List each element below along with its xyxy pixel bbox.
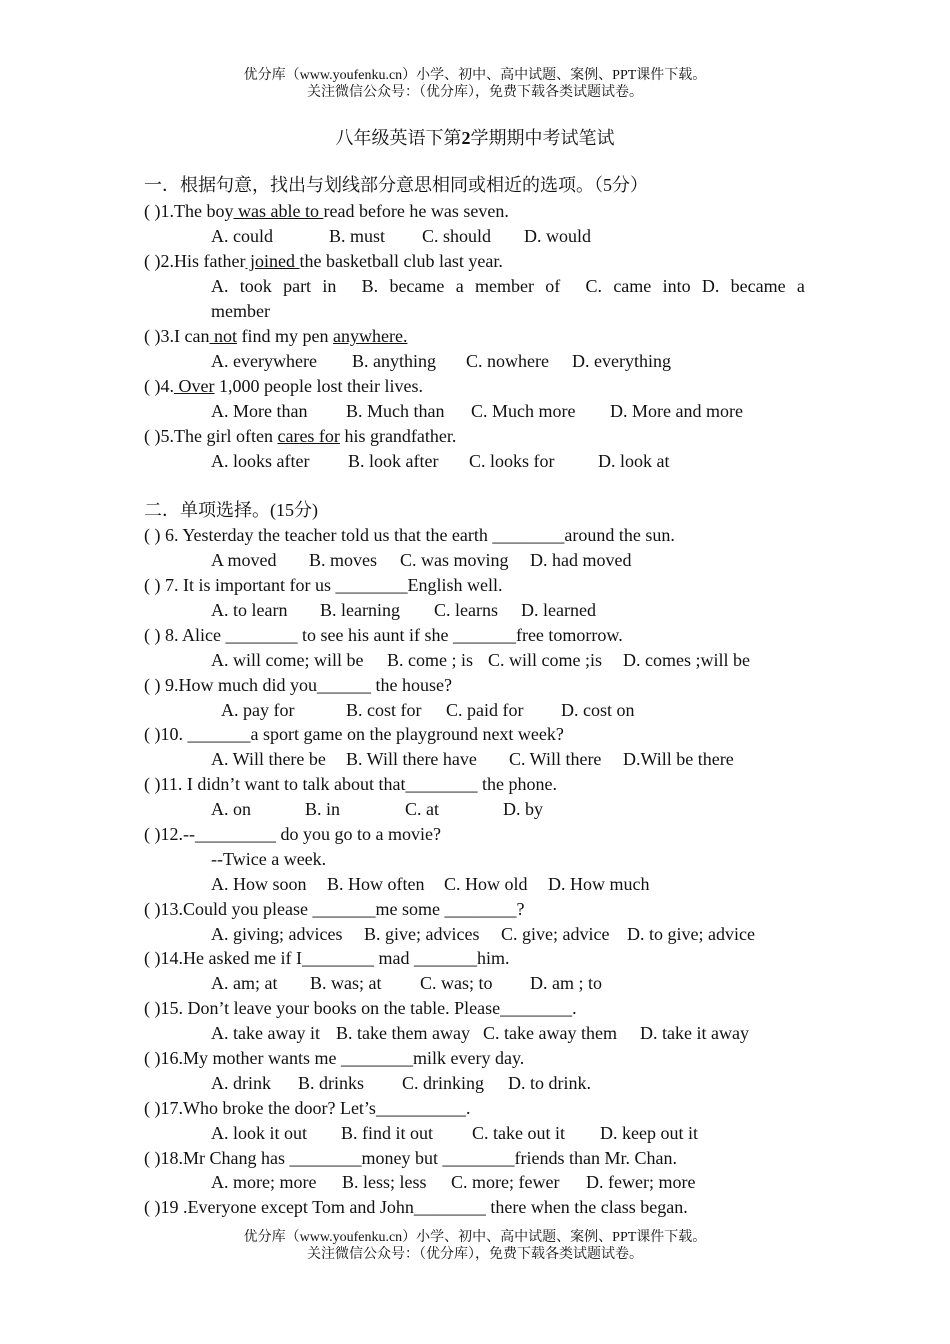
q13-option-c: C. give; advice <box>501 924 610 944</box>
q1-option-b: B. must <box>329 226 386 246</box>
q12-option-d: D. How much <box>548 874 650 894</box>
question-8: ( ) 8. Alice ________ to see his aunt if she _______free tomorrow. <box>144 625 623 645</box>
question-18: ( )18.Mr Chang has ________money but ________friends than Mr. Chan. <box>144 1148 677 1168</box>
q18-option-b: B. less; less <box>342 1172 427 1192</box>
q4-option-a: A. More than <box>211 401 308 421</box>
q4-option-b: B. Much than <box>346 401 445 421</box>
q14-option-a: A. am; at <box>211 973 278 993</box>
q4-option-d: D. More and more <box>610 401 743 421</box>
page-header <box>0 67 950 101</box>
question-9: ( ) 9.How much did you______ the house? <box>144 675 452 695</box>
q12-option-a: A. How soon <box>211 874 307 894</box>
q1-option-d: D. would <box>524 226 591 246</box>
q16-option-a: A. drink <box>211 1073 271 1093</box>
page-footer <box>0 1229 950 1263</box>
question-1: ( )1.The boy was able to read before he was seven. <box>144 201 509 221</box>
q13-option-d: D. to give; advice <box>627 924 755 944</box>
q17-option-a: A. look it out <box>211 1123 308 1143</box>
header-line-2: 关注微信公众号：（优分库），免费下载各类试题试卷。 <box>307 85 643 100</box>
question-15: ( )15. Don’t leave your books on the table. Please________. <box>144 998 577 1018</box>
q5-option-a: A. looks after <box>211 451 310 471</box>
q11-option-d: D. by <box>503 799 543 819</box>
question-14: ( )14.He asked me if I________ mad _______him. <box>144 948 510 968</box>
exam-title: 八年级英语下第2学期期中考试笔试 <box>335 128 615 148</box>
q18-option-c: C. more; fewer <box>451 1172 560 1192</box>
q4-option-c: C. Much more <box>471 401 576 421</box>
q7-option-b: B. learning <box>320 600 400 620</box>
question-5: ( )5.The girl often cares for his grandfather. <box>144 426 457 446</box>
q9-option-d: D. cost on <box>561 700 635 720</box>
q8-option-a: A. will come; will be <box>211 650 364 670</box>
question-11: ( )11. I didn’t want to talk about that________ the phone. <box>144 774 557 794</box>
q7-option-d: D. learned <box>521 600 596 620</box>
q8-option-d: D. comes ;will be <box>623 650 750 670</box>
header-line-1: 优分库（www.youfenku.cn）小学、初中、高中试题、案例、PPT课件下载。 <box>243 68 707 83</box>
question-3: ( )3.I can not find my pen anywhere. <box>144 326 408 346</box>
q11-option-a: A. on <box>211 799 251 819</box>
q10-option-c: C. Will there <box>509 749 602 769</box>
section-2-heading: 二．单项选择。(15分) <box>144 500 318 520</box>
q12-option-c: C. How old <box>444 874 528 894</box>
q3-option-b: B. anything <box>352 351 436 371</box>
q16-option-b: B. drinks <box>298 1073 365 1093</box>
q1-option-c: C. should <box>422 226 492 246</box>
q17-option-d: D. keep out it <box>600 1123 698 1143</box>
q5-option-b: B. look after <box>348 451 439 471</box>
question-19: ( )19 .Everyone except Tom and John________ there when the class began. <box>144 1197 688 1217</box>
question-12: ( )12.--_________ do you go to a movie? <box>144 824 441 844</box>
q9-option-b: B. cost for <box>346 700 422 720</box>
q7-option-c: C. learns <box>434 600 498 620</box>
question-2: ( )2.His father joined the basketball club last year. <box>144 251 503 271</box>
question-4: ( )4. Over 1,000 people lost their lives. <box>144 376 423 396</box>
q10-option-a: A. Will there be <box>211 749 326 769</box>
q8-option-b: B. come ; is <box>387 650 473 670</box>
question-13: ( )13.Could you please _______me some ________? <box>144 899 525 919</box>
q15-option-d: D. take it away <box>640 1023 749 1043</box>
question-17: ( )17.Who broke the door? Let’s__________. <box>144 1098 471 1118</box>
q15-option-b: B. take them away <box>336 1023 470 1043</box>
q2-options: A. took part in B. became a member of C. came into D. became a <box>211 276 805 296</box>
q6-option-b: B. moves <box>309 550 378 570</box>
question-7: ( ) 7. It is important for us ________English well. <box>144 575 503 595</box>
q13-option-a: A. giving; advices <box>211 924 343 944</box>
q14-option-d: D. am ; to <box>530 973 602 993</box>
q13-option-b: B. give; advices <box>364 924 480 944</box>
q2-options-continued: member <box>211 301 270 321</box>
q1-option-a: A. could <box>211 226 273 246</box>
q15-option-a: A. take away it <box>211 1023 320 1043</box>
q16-option-d: D. to drink. <box>508 1073 591 1093</box>
q15-option-c: C. take away them <box>483 1023 617 1043</box>
section-1-heading: 一．根据句意，找出与划线部分意思相同或相近的选项。（5分） <box>144 175 648 195</box>
q3-option-d: D. everything <box>572 351 671 371</box>
q17-option-b: B. find it out <box>341 1123 434 1143</box>
q6-option-d: D. had moved <box>530 550 632 570</box>
q14-option-c: C. was; to <box>420 973 493 993</box>
q6-option-c: C. was moving <box>400 550 509 570</box>
q16-option-c: C. drinking <box>402 1073 485 1093</box>
q7-option-a: A. to learn <box>211 600 288 620</box>
footer-line-1: 优分库（www.youfenku.cn）小学、初中、高中试题、案例、PPT课件下载。 <box>243 1230 707 1245</box>
q18-option-d: D. fewer; more <box>586 1172 696 1192</box>
q14-option-b: B. was; at <box>310 973 382 993</box>
q3-option-c: C. nowhere <box>466 351 549 371</box>
question-10: ( )10. _______a sport game on the playground next week? <box>144 724 564 744</box>
q3-option-a: A. everywhere <box>211 351 317 371</box>
q10-option-d: D.Will be there <box>623 749 734 769</box>
q18-option-a: A. more; more <box>211 1172 317 1192</box>
question-6: ( ) 6. Yesterday the teacher told us that the earth ________around the sun. <box>144 525 675 545</box>
q5-option-d: D. look at <box>598 451 670 471</box>
q11-option-c: C. at <box>405 799 439 819</box>
q6-option-a: A moved <box>211 550 277 570</box>
q10-option-b: B. Will there have <box>346 749 477 769</box>
q12-option-b: B. How often <box>327 874 425 894</box>
q11-option-b: B. in <box>305 799 341 819</box>
q12-answer-line: --Twice a week. <box>211 849 327 869</box>
question-16: ( )16.My mother wants me ________milk every day. <box>144 1048 525 1068</box>
q17-option-c: C. take out it <box>472 1123 565 1143</box>
q8-option-c: C. will come ;is <box>488 650 602 670</box>
q5-option-c: C. looks for <box>469 451 555 471</box>
q9-option-a: A. pay for <box>221 700 295 720</box>
q9-option-c: C. paid for <box>446 700 524 720</box>
footer-line-2: 关注微信公众号：（优分库），免费下载各类试题试卷。 <box>307 1247 643 1262</box>
